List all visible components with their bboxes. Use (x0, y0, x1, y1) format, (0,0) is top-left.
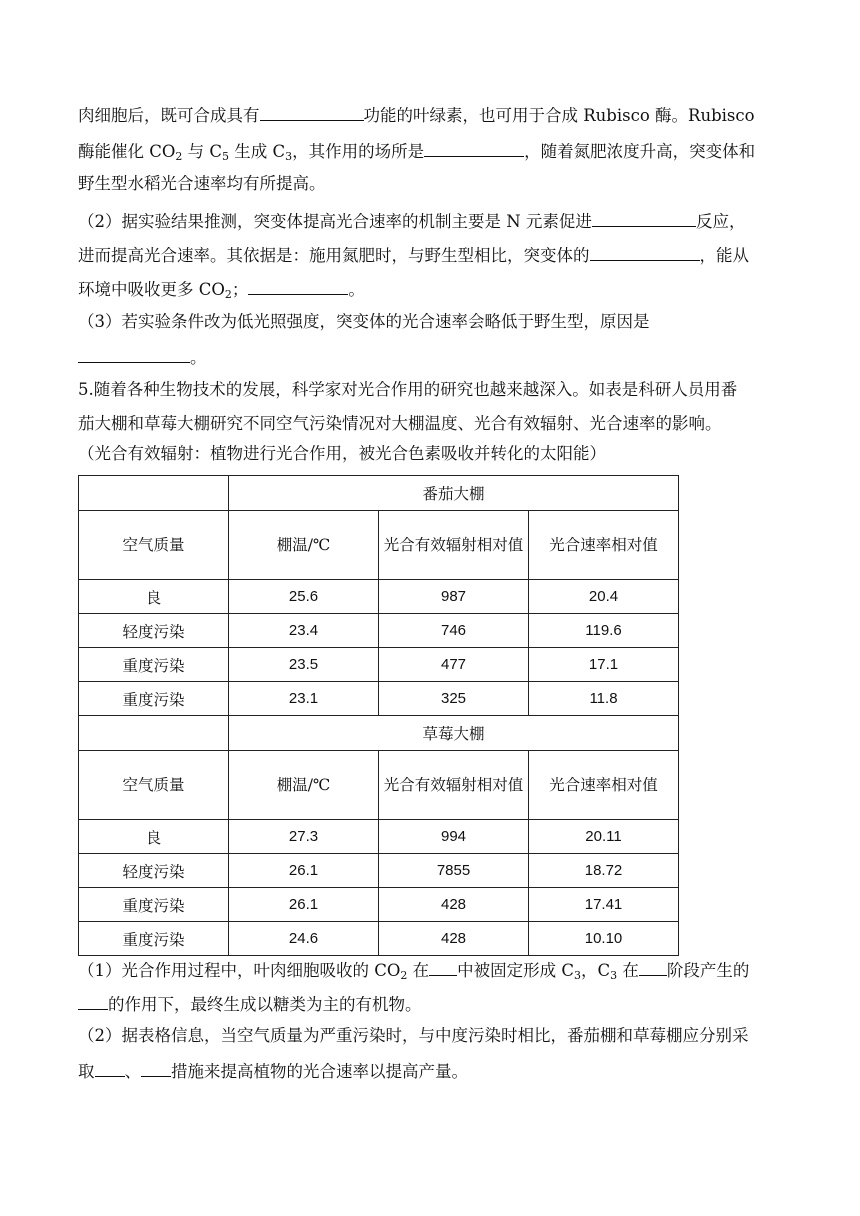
q4-text: （2）据实验结果推测，突变体提高光合速率的机制主要是 N 元素促进 (78, 212, 592, 231)
answer-blank[interactable] (95, 1058, 125, 1077)
table-cell: 10.10 (529, 922, 679, 956)
q4-line-3 (78, 172, 326, 196)
q5-text: 、 (124, 1062, 141, 1081)
q4-part3-line-2 (78, 344, 207, 370)
q4-text: ，其作用的场所是 (292, 142, 425, 161)
column-header: 空气质量 (79, 751, 229, 820)
q4-text: 生成 C (229, 142, 286, 161)
subscript: 3 (574, 969, 582, 982)
subscript: 3 (285, 150, 293, 163)
table-cell: 994 (379, 820, 529, 854)
answer-blank[interactable] (78, 991, 108, 1010)
table-cell: 重度污染 (79, 682, 229, 716)
q5-text: 取 (78, 1062, 95, 1081)
answer-blank[interactable] (248, 276, 348, 295)
table-cell: 23.4 (229, 614, 379, 648)
q5-text: 5.随着各种生物技术的发展，科学家对光合作用的研究也越来越深入。如表是科研人员用番 (78, 380, 738, 399)
q5-part1-line-1 (78, 957, 749, 988)
q4-part2-line-1 (78, 208, 745, 234)
data-table (78, 475, 679, 956)
q4-text: ，能从 (699, 246, 749, 265)
table-cell: 119.6 (529, 614, 679, 648)
answer-blank[interactable] (639, 957, 667, 976)
table-header-row (79, 751, 679, 820)
q5-text: 中被固定形成 C (457, 961, 575, 980)
q4-part2-line-3 (78, 276, 365, 307)
q5-intro-line-1 (78, 378, 737, 402)
table-cell: 重度污染 (79, 922, 229, 956)
q5-text: （2）据表格信息，当空气质量为严重污染时，与中度污染时相比，番茄棚和草莓棚应分别采 (78, 1026, 749, 1045)
q4-text: 。 (348, 280, 365, 299)
table-cell-empty (79, 716, 229, 751)
answer-blank[interactable] (592, 208, 696, 227)
table-row (79, 580, 679, 614)
table-cell-empty (79, 476, 229, 511)
q4-text: 。 (190, 348, 207, 367)
answer-blank[interactable] (141, 1058, 171, 1077)
table-cell: 11.8 (529, 682, 679, 716)
answer-blank[interactable] (424, 138, 524, 157)
table-row (79, 820, 679, 854)
q4-text: 功能的叶绿素，也可用于合成 Rubisco 酶。Rubisco (363, 106, 755, 125)
q5-text: 的作用下，最终生成以糖类为主的有机物。 (108, 995, 422, 1014)
q5-intro-line-2 (78, 412, 722, 436)
answer-blank[interactable] (78, 344, 190, 363)
table-cell: 26.1 (229, 888, 379, 922)
q4-text: 进而提高光合速率。其依据是：施用氮肥时，与野生型相比，突变体的 (78, 246, 590, 265)
column-header: 光合有效辐射相对值 (379, 511, 529, 580)
table-title-row (79, 716, 679, 751)
q5-text: 阶段产生的 (666, 961, 750, 980)
table-title-tomato: 番茄大棚 (229, 476, 679, 511)
table-cell: 18.72 (529, 854, 679, 888)
subscript: 5 (222, 150, 230, 163)
q5-part2-line-1 (78, 1024, 749, 1048)
table-header-row (79, 511, 679, 580)
q5-text: ，C (581, 961, 611, 980)
answer-blank[interactable] (429, 957, 457, 976)
table-row (79, 854, 679, 888)
table-cell: 23.5 (229, 648, 379, 682)
q4-text: 肉细胞后，既可合成具有 (78, 106, 260, 125)
table-row (79, 648, 679, 682)
q5-text: （光合有效辐射：植物进行光合作用，被光合色素吸收并转化的太阳能） (78, 444, 606, 463)
table-cell: 17.41 (529, 888, 679, 922)
table-cell: 重度污染 (79, 648, 229, 682)
subscript: 3 (610, 969, 618, 982)
table-cell: 25.6 (229, 580, 379, 614)
table-cell: 17.1 (529, 648, 679, 682)
table-cell: 26.1 (229, 854, 379, 888)
answer-blank[interactable] (590, 242, 700, 261)
q4-text: 酶能催化 CO (78, 142, 176, 161)
table-cell: 428 (379, 922, 529, 956)
column-header: 光合速率相对值 (529, 751, 679, 820)
table-cell: 良 (79, 580, 229, 614)
q4-text: ； (231, 280, 249, 299)
q4-line-1 (78, 102, 755, 128)
table-cell: 987 (379, 580, 529, 614)
answer-blank[interactable] (260, 102, 364, 121)
q4-text: 与 C (182, 142, 223, 161)
table-row (79, 888, 679, 922)
table-cell: 20.11 (529, 820, 679, 854)
column-header: 光合速率相对值 (529, 511, 679, 580)
q5-part2-line-2 (78, 1058, 468, 1084)
table-cell: 良 (79, 820, 229, 854)
q5-intro-line-3 (78, 442, 606, 466)
table-cell: 325 (379, 682, 529, 716)
table-cell: 27.3 (229, 820, 379, 854)
q5-text: 措施来提高植物的光合速率以提高产量。 (171, 1062, 468, 1081)
table-row (79, 682, 679, 716)
column-header: 空气质量 (79, 511, 229, 580)
q4-text: 环境中吸收更多 CO (78, 280, 225, 299)
table-cell: 24.6 (229, 922, 379, 956)
table-cell: 428 (379, 888, 529, 922)
table-cell: 20.4 (529, 580, 679, 614)
q4-line-2 (78, 138, 755, 169)
column-header: 棚温/℃ (229, 511, 379, 580)
table-cell: 7855 (379, 854, 529, 888)
q5-text: 在 (617, 961, 639, 980)
table-cell: 轻度污染 (79, 854, 229, 888)
q5-text: 茄大棚和草莓大棚研究不同空气污染情况对大棚温度、光合有效辐射、光合速率的影响。 (78, 414, 722, 433)
q5-text: （1）光合作用过程中，叶肉细胞吸收的 CO (78, 961, 401, 980)
table-cell: 重度污染 (79, 888, 229, 922)
column-header: 棚温/℃ (229, 751, 379, 820)
subscript: 2 (175, 150, 183, 163)
subscript: 2 (224, 288, 232, 301)
subscript: 2 (400, 969, 408, 982)
q4-text: （3）若实验条件改为低光照强度，突变体的光合速率会略低于野生型，原因是 (78, 312, 650, 331)
q5-part1-line-2 (78, 991, 422, 1017)
table-cell: 746 (379, 614, 529, 648)
table-cell: 23.1 (229, 682, 379, 716)
q5-text: 在 (407, 961, 430, 980)
table-row (79, 614, 679, 648)
table-row (79, 922, 679, 956)
q4-part3-line-1 (78, 310, 650, 334)
table-title-row (79, 476, 679, 511)
q4-text: 反应， (695, 212, 746, 231)
q4-text: 野生型水稻光合速率均有所提高。 (78, 174, 326, 193)
q4-text: ，随着氮肥浓度升高，突变体和 (524, 142, 756, 161)
column-header: 光合有效辐射相对值 (379, 751, 529, 820)
table-title-strawberry: 草莓大棚 (229, 716, 679, 751)
table-cell: 轻度污染 (79, 614, 229, 648)
table-cell: 477 (379, 648, 529, 682)
q4-part2-line-2 (78, 242, 749, 268)
